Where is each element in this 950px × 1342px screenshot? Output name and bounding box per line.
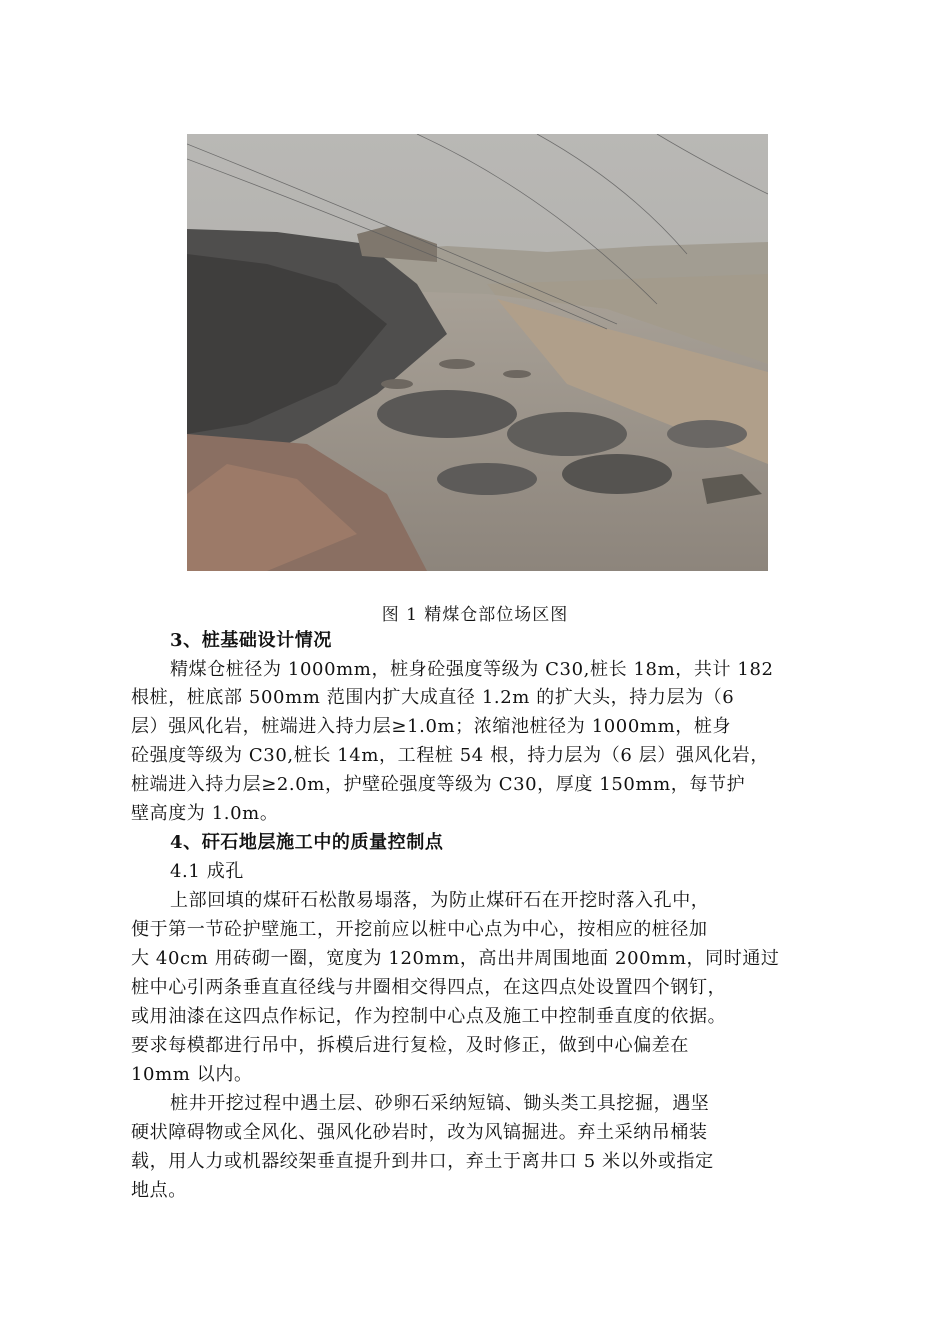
- figure-caption: 图 1 精煤仓部位场区图: [381, 605, 569, 625]
- section4-heading: 4、矸石地层施工中的质量控制点: [170, 832, 444, 853]
- para2-line-2: 硬状障碍物或全风化、强风化砂岩时，改为风镐掘进。弃土采纳吊桶装: [131, 1122, 708, 1143]
- section3-line-5: 桩端进入持力层≥2.0m，护壁砼强度等级为 C30，厚度 150mm，每节护: [131, 774, 746, 795]
- section4-subheading: 4.1 成孔: [170, 861, 244, 882]
- para1-line-1: 上部回填的煤矸石松散易塌落，为防止煤矸石在开挖时落入孔中，: [170, 890, 710, 911]
- para1-line-7: 10mm 以内。: [131, 1064, 253, 1085]
- section3-line-4: 砼强度等级为 C30,桩长 14m，工程桩 54 根，持力层为（6 层）强风化岩，: [131, 745, 769, 766]
- section3-line-3: 层）强风化岩，桩端进入持力层≥1.0m；浓缩池桩径为 1000mm，桩身: [131, 716, 732, 737]
- section3-heading: 3、桩基础设计情况: [170, 630, 332, 651]
- section3-line-6: 壁高度为 1.0m。: [131, 803, 279, 824]
- site-photo: [187, 134, 768, 571]
- para2-line-3: 载，用人力或机器绞架垂直提升到井口，弃土于离井口 5 米以外或指定: [131, 1151, 714, 1172]
- para1-line-2: 便于第一节砼护壁施工，开挖前应以桩中心点为中心，按相应的桩径加: [131, 919, 708, 940]
- para1-line-6: 要求每模都进行吊中，拆模后进行复检，及时修正，做到中心偏差在: [131, 1035, 689, 1056]
- para1-line-5: 或用油漆在这四点作标记，作为控制中心点及施工中控制垂直度的依据。: [131, 1006, 727, 1027]
- para1-line-3: 大 40cm 用砖砌一圈，宽度为 120mm，高出井周围地面 200mm，同时通过: [131, 948, 780, 969]
- para2-line-4: 地点。: [131, 1180, 187, 1201]
- section3-line-1: 精煤仓桩径为 1000mm，桩身砼强度等级为 C30,桩长 18m，共计 182: [170, 659, 774, 680]
- para1-line-4: 桩中心引两条垂直直径线与井圈相交得四点，在这四点处设置四个钢钉，: [131, 977, 727, 998]
- para2-line-1: 桩井开挖过程中遇土层、砂卵石采纳短镐、锄头类工具挖掘，遇坚: [170, 1093, 710, 1114]
- section3-line-2: 根桩，桩底部 500mm 范围内扩大成直径 1.2m 的扩大头，持力层为（6: [131, 687, 735, 708]
